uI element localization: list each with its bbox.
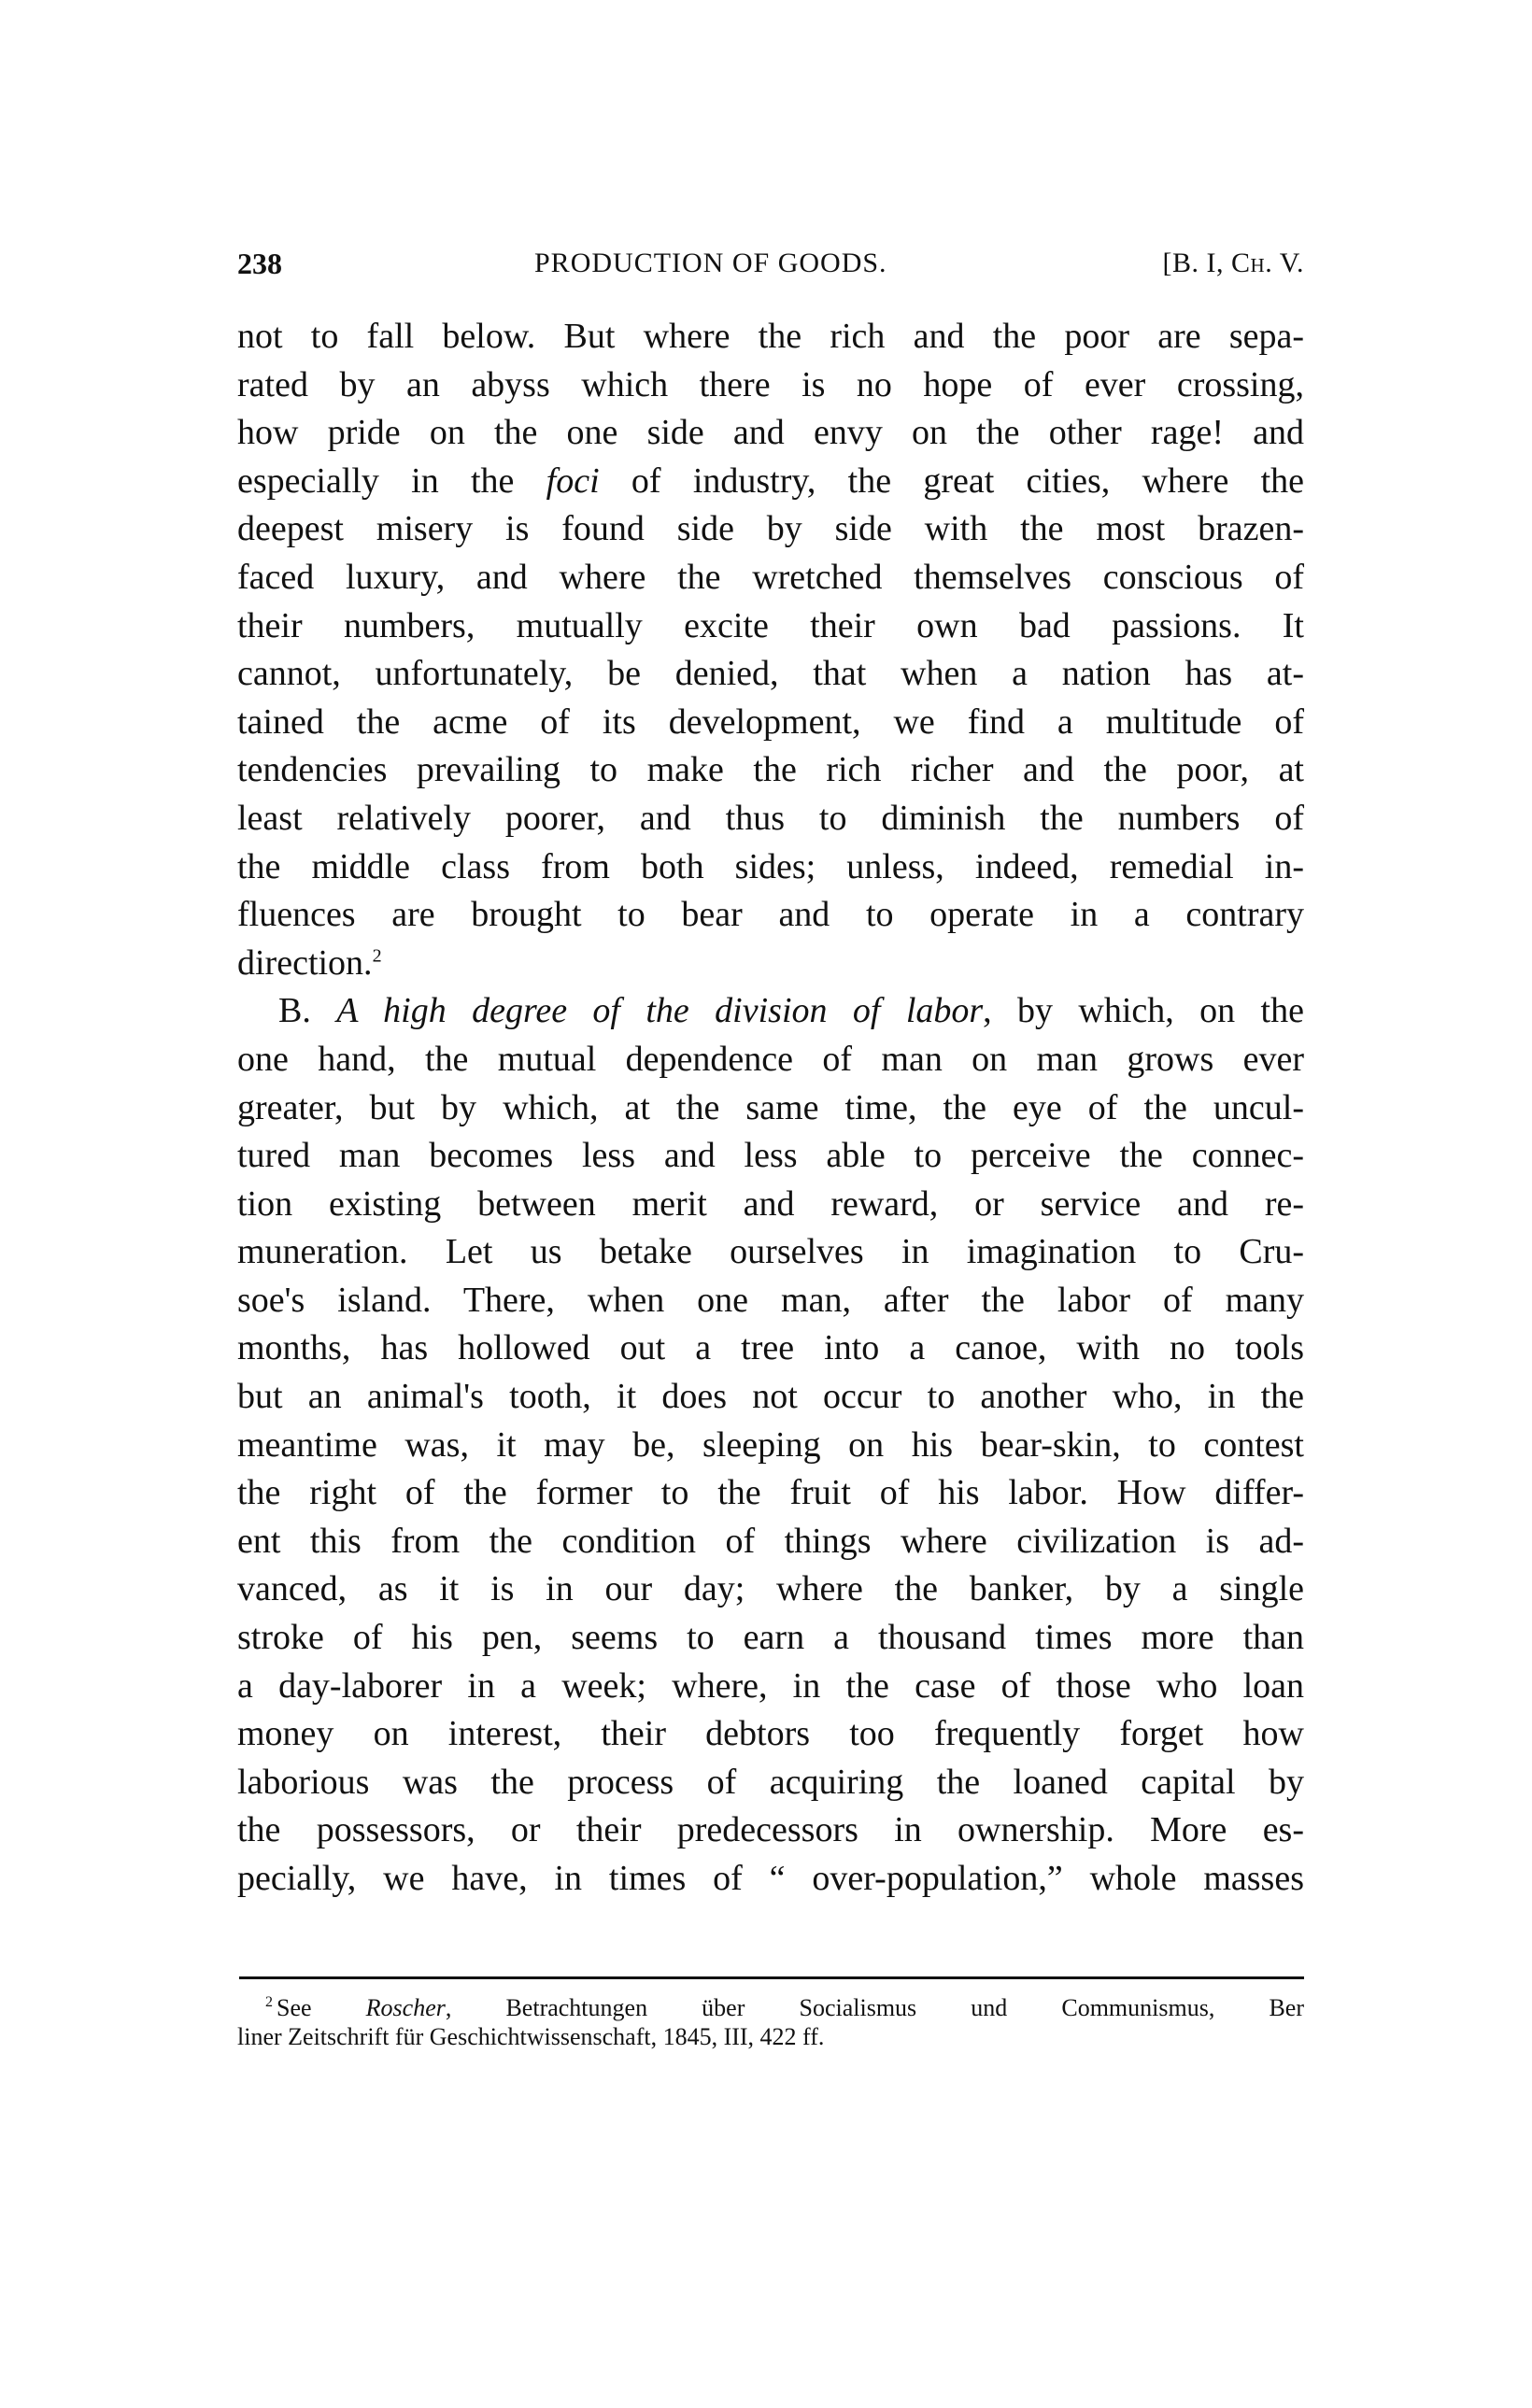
body-text xyxy=(237,313,1304,1904)
text-line xyxy=(237,1277,1304,1325)
footnote-text: liner Zeitschrift für Geschichtwissenschaft, 1845, III, 422 ff. xyxy=(237,2023,825,2050)
footnote-mark: 2 xyxy=(265,1994,273,2011)
text-line-content: deepest misery is found side by side with the most brazen- xyxy=(237,509,1304,549)
text-line xyxy=(237,1855,1304,1904)
text-line xyxy=(237,891,1304,940)
text-line xyxy=(237,409,1304,458)
text-line-content: faced luxury, and where the wretched themselves conscious of xyxy=(237,557,1304,597)
chapter-ref-ch: Ch. xyxy=(1231,248,1273,278)
italic-phrase: A high degree of the division of labor xyxy=(336,991,984,1031)
text-line-content: months, has hollowed out a tree into a canoe, with no tools xyxy=(237,1328,1304,1368)
text-line-content: cannot, unfortunately, be denied, that when a nation has at- xyxy=(237,654,1304,694)
text-line xyxy=(237,1469,1304,1518)
text-line xyxy=(237,313,1304,361)
text-line-content: not to fall below. But where the rich and the poor are sepa- xyxy=(237,317,1304,356)
footnote-reference[interactable]: 2 xyxy=(372,945,382,967)
chapter-reference xyxy=(1163,245,1304,282)
text-line-content: but an animal's tooth, it does not occur to another who, in the xyxy=(237,1377,1304,1417)
text-line-content: meantime was, it may be, sleeping on his bear-skin, to contest xyxy=(237,1424,1304,1465)
page-number: 238 xyxy=(237,247,282,280)
text-line xyxy=(237,1181,1304,1229)
text-line xyxy=(237,1036,1304,1084)
text-line-content: fluences are brought to bear and to operate in a contrary xyxy=(237,895,1304,935)
text-line xyxy=(237,1228,1304,1277)
text-line-content: stroke of his pen, seems to earn a thousand times more than xyxy=(237,1618,1304,1658)
text-line xyxy=(237,1710,1304,1759)
text-line-content: tained the acme of its development, we find a multitude of xyxy=(237,701,1304,742)
text-line xyxy=(237,795,1304,843)
text-line xyxy=(237,602,1304,651)
text-line-content: one hand, the mutual dependence of man on man grows ever xyxy=(237,1039,1304,1079)
text-line xyxy=(237,699,1304,747)
text-line xyxy=(237,940,1304,988)
text-line xyxy=(237,1518,1304,1566)
text-line xyxy=(237,361,1304,410)
text-line xyxy=(237,458,1304,506)
text-line xyxy=(237,554,1304,602)
footnote-author: Roscher xyxy=(365,1994,446,2021)
text-line xyxy=(237,505,1304,554)
text-line xyxy=(237,1614,1304,1663)
text-line-content: how pride on the one side and envy on the other rage! and xyxy=(237,413,1304,453)
italic-phrase: foci xyxy=(546,460,600,501)
running-head xyxy=(237,245,1304,282)
text-line xyxy=(237,843,1304,892)
text-line-content: muneration. Let us betake ourselves in imagination to Cru- xyxy=(237,1232,1304,1272)
text-line xyxy=(237,1565,1304,1614)
text-line xyxy=(237,1373,1304,1422)
chapter-ref-book: [B. I, xyxy=(1162,248,1232,278)
book-page xyxy=(237,0,1304,2408)
footnote-line xyxy=(237,2022,1304,2051)
text-line-content: tendencies prevailing to make the rich richer and the poor, at xyxy=(237,750,1304,790)
text-line-content: tured man becomes less and less able to perceive the connec- xyxy=(237,1136,1304,1176)
text-line-content: the right of the former to the fruit of his labor. How differ- xyxy=(237,1473,1304,1513)
text-line-content: rated by an abyss which there is no hope of ever crossing, xyxy=(237,364,1304,404)
text-line-content: direction.$^2$ xyxy=(237,942,382,983)
text-line xyxy=(237,1132,1304,1181)
text-line-content: greater, but by which, at the same time, the eye of the uncul- xyxy=(237,1087,1304,1127)
text-line-content: especially in the foci of industry, the great cities, where the xyxy=(237,460,1304,501)
text-line xyxy=(237,987,1304,1036)
text-line-content: laborious was the process of acquiring the loaned capital by xyxy=(237,1762,1304,1802)
footnote-line xyxy=(237,1993,1304,2022)
chapter-ref-number: V. xyxy=(1272,248,1304,278)
text-line-content: B. A high degree of the division of labor, by which, on the xyxy=(278,991,1304,1031)
running-title: PRODUCTION OF GOODS. xyxy=(534,248,887,278)
text-line-content: vanced, as it is in our day; where the banker, by a single xyxy=(237,1569,1304,1609)
text-line xyxy=(237,1806,1304,1855)
text-line-content: tion existing between merit and reward, or service and re- xyxy=(237,1183,1304,1224)
text-line xyxy=(237,650,1304,699)
text-line-content: their numbers, mutually excite their own bad passions. It xyxy=(237,605,1304,645)
text-line-content: least relatively poorer, and thus to diminish the numbers of xyxy=(237,798,1304,838)
footnote-divider xyxy=(239,1976,1304,1979)
text-line xyxy=(237,1759,1304,1807)
text-line-content: soe's island. There, when one man, after the labor of many xyxy=(237,1280,1304,1320)
text-line-content: the possessors, or their predecessors in ownership. More es- xyxy=(237,1810,1304,1850)
text-line-content: money on interest, their debtors too frequently forget how xyxy=(237,1714,1304,1754)
text-line-content: pecially, we have, in times of “ over-population,” whole masses xyxy=(237,1859,1304,1898)
text-line-content: a day-laborer in a week; where, in the case of those who loan xyxy=(237,1665,1304,1706)
text-line-content: ent this from the condition of things where civilization is ad- xyxy=(237,1521,1304,1561)
footnote-text: , Betrachtungen über Socialismus und Communismus, Ber xyxy=(445,1994,1304,2021)
text-line xyxy=(237,1324,1304,1373)
text-line xyxy=(237,1663,1304,1711)
text-line-content: the middle class from both sides; unless, indeed, remedial in- xyxy=(237,846,1304,886)
text-line xyxy=(237,746,1304,795)
footnotes xyxy=(237,1993,1304,2051)
text-line xyxy=(237,1422,1304,1470)
footnote-text: See xyxy=(277,1994,366,2021)
text-line xyxy=(237,1084,1304,1133)
